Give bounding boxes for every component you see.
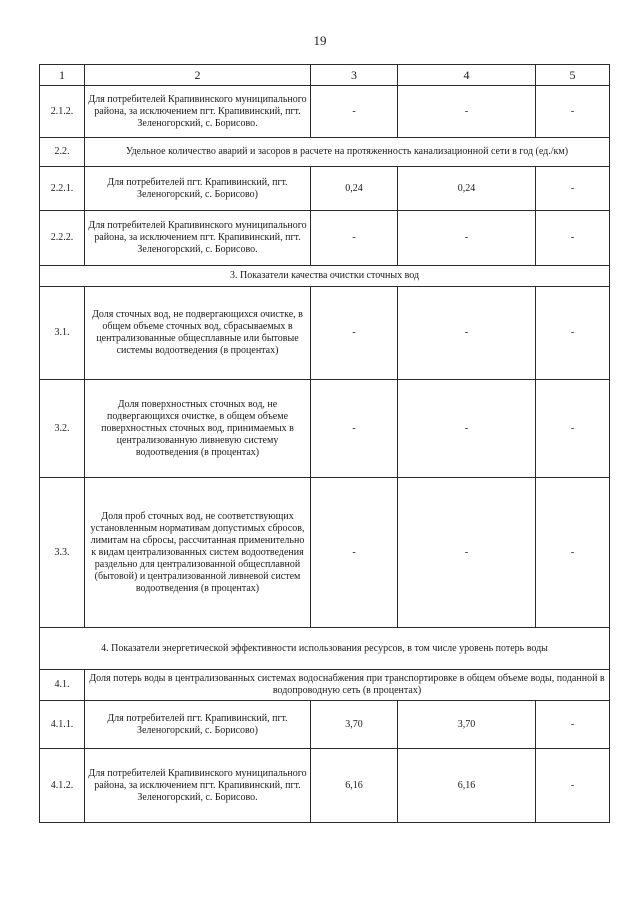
header-cell: 2 xyxy=(85,65,311,86)
value-cell: - xyxy=(398,380,536,478)
row-description: Удельное количество аварий и засоров в расчете на протяженность канализационной сети в год (ед./км) xyxy=(85,138,610,167)
row-description: Доля поверхностных сточных вод, не подвергающихся очистке, в общем объеме поверхностных сточных вод, принимаемых в централизованную ливневую систему водоотведения (в процентах) xyxy=(85,380,311,478)
row-number: 4.1.1. xyxy=(40,701,85,749)
row-number: 2.2.2. xyxy=(40,211,85,266)
table-row xyxy=(40,138,610,167)
row-description: Для потребителей Крапивинского муниципального района, за исключением пгт. Крапивинский, пгт. Зеленогорский, с. Борисово. xyxy=(85,211,311,266)
row-number: 2.2. xyxy=(40,138,85,167)
row-description: Доля проб сточных вод, не соответствующих установленным нормативам допустимых сбросов, лимитам на сбросы, рассчитанная применительно к видам централизованных систем водоотведения раздельно для централизованной общесплавной (бытовой) и централизованной ливневой систем водоотведения (в процентах) xyxy=(85,478,311,628)
indicators-table xyxy=(39,64,610,823)
value-cell: 6,16 xyxy=(398,749,536,823)
row-description: Доля потерь воды в централизованных системах водоснабжения при транспортировке в общем объеме воды, поданной в водопроводную сеть (в процентах) xyxy=(85,670,610,701)
table-row xyxy=(40,86,610,138)
value-cell: - xyxy=(536,701,610,749)
table-row xyxy=(40,380,610,478)
row-number: 3.1. xyxy=(40,287,85,380)
header-cell: 1 xyxy=(40,65,85,86)
value-cell: - xyxy=(398,478,536,628)
value-cell: - xyxy=(536,478,610,628)
value-cell: - xyxy=(311,86,398,138)
value-cell: - xyxy=(398,211,536,266)
value-cell: - xyxy=(398,287,536,380)
row-number: 3.3. xyxy=(40,478,85,628)
table-row xyxy=(40,701,610,749)
header-cell: 4 xyxy=(398,65,536,86)
section-row xyxy=(40,266,610,287)
value-cell: - xyxy=(536,211,610,266)
value-cell: 3,70 xyxy=(398,701,536,749)
row-description: Для потребителей Крапивинского муниципального района, за исключением пгт. Крапивинский, пгт. Зеленогорский, с. Борисово. xyxy=(85,749,311,823)
section-heading: 3. Показатели качества очистки сточных вод xyxy=(40,266,610,287)
value-cell: - xyxy=(536,86,610,138)
value-cell: - xyxy=(536,749,610,823)
value-cell: - xyxy=(311,211,398,266)
row-number: 4.1.2. xyxy=(40,749,85,823)
value-cell: 0,24 xyxy=(398,167,536,211)
value-cell: - xyxy=(536,287,610,380)
page-number: 19 xyxy=(313,33,327,48)
table-row xyxy=(40,211,610,266)
table-row xyxy=(40,670,610,701)
row-number: 2.2.1. xyxy=(40,167,85,211)
value-cell: 6,16 xyxy=(311,749,398,823)
row-description: Доля сточных вод, не подвергающихся очистке, в общем объеме сточных вод, сбрасываемых в централизованные общесплавные или бытовые системы водоотведения (в процентах) xyxy=(85,287,311,380)
value-cell: 3,70 xyxy=(311,701,398,749)
value-cell: - xyxy=(311,287,398,380)
header-cell: 3 xyxy=(311,65,398,86)
value-cell: - xyxy=(311,380,398,478)
section-heading: 4. Показатели энергетической эффективности использования ресурсов, в том числе уровень потерь воды xyxy=(40,628,610,670)
row-number: 4.1. xyxy=(40,670,85,701)
value-cell: - xyxy=(536,380,610,478)
value-cell: 0,24 xyxy=(311,167,398,211)
row-number: 2.1.2. xyxy=(40,86,85,138)
header-row xyxy=(40,65,610,86)
value-cell: - xyxy=(398,86,536,138)
section-row xyxy=(40,628,610,670)
row-description: Для потребителей пгт. Крапивинский, пгт. Зеленогорский, с. Борисово) xyxy=(85,167,311,211)
table-row xyxy=(40,478,610,628)
value-cell: - xyxy=(536,167,610,211)
row-description: Для потребителей Крапивинского муниципального района, за исключением пгт. Крапивинский, пгт. Зеленогорский, с. Борисово. xyxy=(85,86,311,138)
table-row xyxy=(40,749,610,823)
row-number: 3.2. xyxy=(40,380,85,478)
header-cell: 5 xyxy=(536,65,610,86)
table-row xyxy=(40,167,610,211)
row-description: Для потребителей пгт. Крапивинский, пгт. Зеленогорский, с. Борисово) xyxy=(85,701,311,749)
table-row xyxy=(40,287,610,380)
value-cell: - xyxy=(311,478,398,628)
